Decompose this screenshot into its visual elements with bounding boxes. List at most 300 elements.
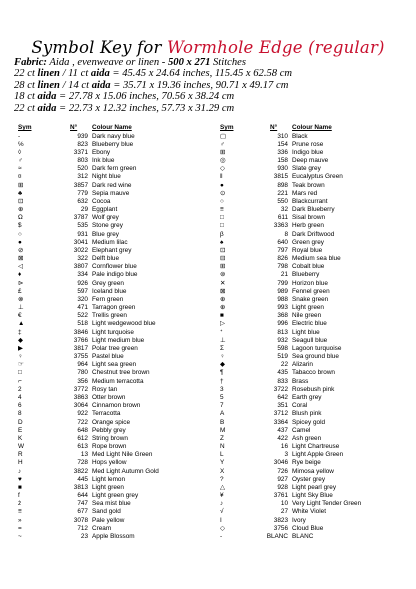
colour-name-cell: Delft blue (92, 255, 119, 263)
table-row (220, 468, 410, 476)
colour-name-cell: Pale yellow (92, 516, 125, 524)
dmc-number-cell: 535 (77, 222, 88, 230)
dmc-number-cell: 797 (277, 246, 288, 254)
symbol-cell: □ (220, 222, 224, 230)
dmc-number-cell: 799 (277, 279, 288, 287)
table-row (220, 361, 410, 369)
symbol-cell: 4 (18, 394, 22, 401)
symbol-cell: ⊳ (18, 279, 24, 287)
table-row (220, 402, 410, 410)
colour-name-cell: Light sea green (92, 361, 137, 369)
table-row (18, 280, 214, 288)
symbol-cell: ǁ (220, 173, 223, 181)
table-row (18, 443, 214, 451)
table-row (220, 394, 410, 402)
colour-name-cell: Blue grey (92, 230, 119, 238)
colour-name-cell: Light pearl grey (292, 483, 337, 491)
table-row (220, 157, 410, 165)
dmc-number-cell: 22 (280, 361, 288, 369)
colour-name-cell: Green grey (292, 238, 324, 246)
table-row (220, 459, 410, 467)
table-row (18, 255, 214, 263)
dmc-number-cell: 930 (277, 165, 288, 173)
colour-name-cell: Cocoa (92, 197, 111, 205)
symbol-cell: ~ (18, 532, 22, 540)
table-row (18, 386, 214, 394)
colour-name-cell: Blueberry blue (92, 140, 134, 148)
table-row (220, 427, 410, 435)
symbol-cell: □ (18, 369, 22, 377)
symbol-cell: ✕ (220, 279, 226, 287)
header-number: N° (270, 124, 278, 131)
symbol-cell: ‡ (18, 328, 22, 336)
dmc-number-cell: 320 (77, 295, 88, 303)
table-row (18, 247, 214, 255)
dmc-number-cell: 3064 (73, 402, 88, 410)
dmc-number-cell: 23 (80, 532, 88, 540)
symbol-cell: ¤ (18, 173, 22, 181)
symbol-cell: ⊞ (18, 181, 24, 189)
dmc-number-cell: 3813 (73, 483, 88, 491)
symbol-cell: ♦ (18, 271, 22, 279)
colour-name-cell: Eggplant (92, 206, 118, 214)
dmc-number-cell: 3041 (73, 238, 88, 246)
colour-name-cell: Med Light Autumn Gold (92, 467, 159, 475)
table-row (220, 451, 410, 459)
header-number: N° (70, 124, 78, 131)
dmc-number-cell: 928 (277, 483, 288, 491)
table-row (18, 517, 214, 525)
dmc-number-cell: 520 (77, 165, 88, 173)
size-line-22-linen: 22 ct linen / 11 ct aida = 45.45 x 24.64 inches, 115.45 x 62.58 cm (14, 68, 293, 80)
symbol-cell: 5 (220, 394, 224, 401)
dmc-number-cell: 3712 (273, 410, 288, 418)
symbol-cell: ○ (18, 230, 22, 238)
colour-name-cell: Iceland blue (92, 287, 127, 295)
symbol-cell: ♥ (18, 475, 22, 483)
symbol-cell: ○ (220, 197, 224, 205)
table-row (220, 222, 410, 230)
symbol-cell: E (18, 426, 23, 434)
table-row (18, 296, 214, 304)
dmc-number-cell: 519 (277, 353, 288, 361)
table-row (220, 369, 410, 377)
symbol-cell: - (220, 532, 223, 540)
table-row (18, 451, 214, 459)
table-row (220, 517, 410, 525)
colour-name-cell: Cloud Blue (292, 524, 324, 532)
colour-name-cell: Pebbly grey (92, 426, 126, 434)
dmc-number-cell: 158 (277, 157, 288, 165)
symbol-cell: 7 (220, 402, 224, 410)
table-row (18, 288, 214, 296)
table-row (220, 484, 410, 492)
symbol-cell: ⊥ (18, 304, 24, 312)
symbol-cell: √ (220, 508, 224, 516)
symbol-cell: ♂ (220, 140, 225, 148)
table-row (220, 508, 410, 516)
pattern-name: Wormhole Edge (regular) (167, 38, 385, 57)
dmc-number-cell: 32 (280, 206, 288, 214)
dmc-number-cell: 445 (77, 475, 88, 483)
size-line-22-aida: 22 ct aida = 22.73 x 12.32 inches, 57.73 x 31.29 cm (14, 102, 235, 114)
colour-name-cell: Mimosa yellow (292, 467, 334, 475)
symbol-cell: £ (18, 287, 22, 295)
symbol-cell: K (18, 434, 23, 442)
symbol-cell: ◆ (18, 336, 23, 344)
colour-name-cell: Herb green (292, 222, 324, 230)
dmc-number-cell: 3722 (273, 385, 288, 393)
colour-name-cell: Cinnamon brown (92, 402, 141, 410)
symbol-cell: = (18, 524, 22, 532)
symbol-cell: ≡ (220, 206, 224, 214)
symbol-cell: ≈ (18, 165, 22, 173)
dmc-number-cell: 3755 (73, 353, 88, 361)
dmc-number-cell: 3815 (273, 173, 288, 181)
table-row (220, 337, 410, 345)
dmc-number-cell: 926 (77, 279, 88, 287)
dmc-number-cell: 597 (77, 287, 88, 295)
colour-name-cell: Medium terracotta (92, 377, 144, 385)
dmc-number-cell: 518 (77, 320, 88, 328)
colour-name-cell: Dark red wine (92, 181, 132, 189)
colour-name-cell: Fennel green (292, 287, 330, 295)
colour-name-cell: Light medium blue (92, 336, 145, 344)
dmc-number-cell: 3766 (73, 336, 88, 344)
colour-name-cell: Light Apple Green (292, 451, 344, 459)
symbol-cell: ◁ (18, 263, 23, 271)
table-row (220, 214, 410, 222)
title-prefix: Symbol Key for (31, 38, 168, 57)
colour-name-cell: Prune rose (292, 140, 324, 148)
dmc-number-cell: 550 (277, 197, 288, 205)
colour-name-cell: Very Light Tender Green (292, 500, 362, 508)
colour-name-cell: Dark fern green (92, 165, 137, 173)
table-header (220, 124, 410, 133)
colour-name-cell: Stone grey (92, 222, 123, 230)
dmc-number-cell: 989 (277, 287, 288, 295)
dmc-number-cell: 3822 (73, 467, 88, 475)
table-row (220, 345, 410, 353)
colour-name-cell: Pale indigo blue (92, 271, 138, 279)
dmc-number-cell: 898 (277, 181, 288, 189)
table-row (18, 206, 214, 214)
colour-name-cell: Electric blue (292, 320, 327, 328)
colour-name-cell: Light green (292, 304, 324, 312)
dmc-number-cell: 3046 (273, 459, 288, 467)
colour-name-cell: Light green (92, 483, 124, 491)
colour-name-cell: White Violet (292, 508, 326, 516)
symbol-cell: △ (220, 483, 225, 491)
symbol-cell: € (18, 312, 22, 320)
colour-name-cell: Ash green (292, 434, 322, 442)
dmc-number-cell: 3857 (73, 181, 88, 189)
header-sym: Sym (220, 124, 234, 131)
colour-name-cell: Horizon blue (292, 279, 328, 287)
colour-name-cell: Nile green (292, 312, 322, 320)
symbol-cell: Y (220, 459, 225, 467)
header-colour-name: Colour Name (92, 124, 132, 131)
dmc-number-cell: 3 (284, 451, 288, 459)
colour-name-cell: Rope brown (92, 443, 127, 451)
dmc-number-cell: 3761 (273, 492, 288, 500)
dmc-number-cell: 3363 (273, 222, 288, 230)
symbol-cell: 6 (18, 402, 22, 410)
dmc-number-cell: 310 (277, 132, 288, 140)
symbol-cell: ♣ (18, 189, 23, 197)
symbol-cell: A (220, 410, 225, 418)
table-row (220, 173, 410, 181)
table-row (220, 206, 410, 214)
colour-name-cell: Orange spice (92, 418, 131, 426)
fabric-line: Fabric: Aida , evenweave or linen - 500 x 271 Stitches (14, 57, 246, 68)
table-row (18, 533, 214, 541)
table-row (220, 247, 410, 255)
table-row (220, 533, 410, 541)
table-row (220, 149, 410, 157)
colour-name-cell: Spicey gold (292, 418, 326, 426)
table-row (18, 182, 214, 190)
table-row (220, 239, 410, 247)
right-rows (220, 133, 410, 542)
colour-name-cell: Oyster grey (292, 475, 326, 483)
colour-name-cell: Black (292, 132, 308, 140)
dmc-number-cell: 598 (277, 344, 288, 352)
colour-name-cell: Medium lilac (92, 238, 128, 246)
colour-name-cell: Slate grey (292, 165, 321, 173)
dmc-number-cell: 922 (77, 410, 88, 418)
table-row (220, 263, 410, 271)
table-row (220, 378, 410, 386)
dmc-number-cell: BLANC (266, 532, 288, 540)
table-row (18, 198, 214, 206)
dmc-number-cell: 993 (277, 304, 288, 312)
dmc-number-cell: 3807 (73, 263, 88, 271)
dmc-number-cell: 16 (280, 443, 288, 451)
symbol-cell: ◎ (220, 157, 226, 165)
symbol-cell: β (220, 230, 224, 238)
table-row (18, 525, 214, 533)
dmc-number-cell: 8 (284, 230, 288, 238)
table-row (18, 361, 214, 369)
table-row (18, 133, 214, 141)
symbol-cell: ≡ (18, 508, 22, 516)
dmc-number-cell: 833 (277, 377, 288, 385)
colour-name-cell: Cobalt blue (292, 263, 325, 271)
dmc-number-cell: 747 (77, 500, 88, 508)
colour-name-cell: Blackcurrant (292, 197, 328, 205)
table-row (220, 435, 410, 443)
left-rows (18, 133, 214, 542)
symbol-cell: X (220, 467, 225, 475)
colour-name-cell: Apple Blossom (92, 532, 135, 540)
colour-name-cell: Light green grey (92, 492, 139, 500)
colour-name-cell: Chestnut tree brown (92, 369, 150, 377)
table-row (18, 345, 214, 353)
colour-name-cell: Rosy tan (92, 385, 118, 393)
dmc-number-cell: 964 (77, 361, 88, 369)
table-row (18, 369, 214, 377)
symbol-cell: ż (18, 500, 22, 508)
symbol-cell: ● (220, 181, 224, 189)
dmc-number-cell: 996 (277, 320, 288, 328)
dmc-number-cell: 27 (280, 508, 288, 516)
colour-name-cell: Indigo blue (292, 148, 324, 156)
colour-name-cell: Cornflower blue (92, 263, 137, 271)
table-row (18, 378, 214, 386)
dmc-number-cell: 3364 (273, 418, 288, 426)
colour-name-cell: Hops yellow (92, 459, 127, 467)
symbol-cell: ⊕ (18, 206, 24, 214)
symbol-cell: ⊞ (220, 148, 226, 156)
symbol-cell: D (18, 418, 23, 426)
symbol-cell: ♀ (220, 353, 225, 361)
symbol-cell: B (220, 418, 225, 426)
table-row (18, 476, 214, 484)
table-row (220, 476, 410, 484)
colour-name-cell: Light Sky Blue (292, 492, 333, 500)
symbol-cell: ¥ (220, 492, 224, 500)
symbol-cell: ■ (18, 483, 22, 491)
table-row (220, 320, 410, 328)
colour-name-cell: Light turquoise (92, 328, 134, 336)
colour-name-cell: Deep mauve (292, 157, 329, 165)
colour-name-cell: Light lemon (92, 475, 126, 483)
table-row (220, 271, 410, 279)
table-row (220, 231, 410, 239)
fabric-info (14, 57, 410, 114)
colour-name-cell: Royal blue (292, 246, 323, 254)
table-row (18, 500, 214, 508)
table-row (220, 165, 410, 173)
dmc-number-cell: 3863 (73, 394, 88, 401)
dmc-number-cell: 21 (280, 271, 288, 279)
dmc-number-cell: 322 (77, 255, 88, 263)
dmc-number-cell: 826 (277, 255, 288, 263)
symbol-cell: ♪ (18, 467, 22, 475)
table-row (220, 410, 410, 418)
table-row (220, 133, 410, 141)
table-row (18, 329, 214, 337)
symbol-cell: ◇ (220, 524, 225, 532)
table-row (220, 329, 410, 337)
dmc-number-cell: 677 (77, 508, 88, 516)
colour-name-cell: Ink blue (92, 157, 115, 165)
dmc-number-cell: 334 (77, 271, 88, 279)
symbol-cell: ◆ (220, 361, 225, 369)
table-header (18, 124, 214, 133)
symbol-cell: ⊕ (220, 295, 226, 303)
dmc-number-cell: 712 (77, 524, 88, 532)
symbol-cell: ▶ (18, 344, 23, 352)
table-row (18, 157, 214, 165)
symbol-cell: ☞ (18, 361, 24, 369)
symbol-cell: ℅ (18, 140, 24, 148)
colour-name-cell: Lagoon turquoise (292, 344, 342, 352)
colour-name-cell: Grey green (92, 279, 124, 287)
colour-name-cell: Night blue (92, 173, 121, 181)
colour-name-cell: Teak brown (292, 181, 325, 189)
symbol-cell: ⊟ (220, 255, 226, 263)
table-row (220, 190, 410, 198)
table-row (18, 173, 214, 181)
table-row (18, 271, 214, 279)
colour-name-cell: BLANC (292, 532, 314, 540)
table-row (18, 410, 214, 418)
size-line-18-aida: 18 ct aida = 27.78 x 15.06 inches, 70.56 x 38.24 cm (14, 91, 235, 103)
table-row (220, 296, 410, 304)
colour-name-cell: Sand gold (92, 508, 121, 516)
symbol-cell: - (18, 132, 21, 140)
symbol-cell: ⊡ (220, 246, 226, 254)
colour-name-cell: Coral (292, 402, 308, 410)
dmc-number-cell: 798 (277, 263, 288, 271)
symbol-cell: ⊙ (220, 189, 226, 197)
dmc-number-cell: 3787 (73, 214, 88, 222)
colour-name-cell: Light Chartreuse (292, 443, 340, 451)
colour-name-cell: Sea mist blue (92, 500, 131, 508)
colour-name-cell: Dark Blueberry (292, 206, 335, 214)
dmc-number-cell: 613 (77, 443, 88, 451)
colour-name-cell: Pastel blue (92, 353, 124, 361)
table-row (18, 419, 214, 427)
dmc-number-cell: 611 (277, 214, 288, 222)
symbol-cell: » (18, 516, 22, 524)
dmc-number-cell: 3817 (73, 344, 88, 352)
colour-name-cell: Mars red (292, 189, 318, 197)
dmc-number-cell: 471 (77, 304, 88, 312)
dmc-number-cell: 351 (277, 402, 288, 410)
symbol-cell: Σ (220, 344, 224, 352)
table-row (220, 198, 410, 206)
header-sym: Sym (18, 124, 32, 131)
table-row (18, 468, 214, 476)
table-row (220, 280, 410, 288)
symbol-cell: ⊡ (18, 197, 24, 205)
table-row (220, 304, 410, 312)
dmc-number-cell: 728 (77, 459, 88, 467)
symbol-cell: ¶ (220, 369, 224, 377)
table-row (220, 255, 410, 263)
symbol-cell: ▷ (220, 320, 225, 328)
symbol-cell: H (18, 459, 23, 467)
dmc-number-cell: 29 (80, 206, 88, 214)
table-row (18, 402, 214, 410)
colour-name-cell: Ivory (292, 516, 306, 524)
colour-name-cell: Polar tree green (92, 344, 138, 352)
table-row (18, 231, 214, 239)
colour-name-cell: String brown (92, 434, 128, 442)
colour-name-cell: Terracotta (92, 410, 121, 418)
symbol-cell: R (18, 451, 23, 459)
table-row (18, 459, 214, 467)
page-title (0, 38, 416, 57)
symbol-cell: ᐩ (220, 328, 223, 336)
table-row (18, 353, 214, 361)
symbol-cell: L (220, 451, 224, 459)
dmc-number-cell: 813 (277, 328, 288, 336)
dmc-number-cell: 644 (77, 492, 88, 500)
symbol-cell: ● (18, 238, 22, 246)
table-row (220, 443, 410, 451)
dmc-number-cell: 3756 (273, 524, 288, 532)
colour-name-cell: Tabacco brown (292, 369, 335, 377)
symbol-cell: M (220, 426, 226, 434)
table-row (18, 492, 214, 500)
table-row (220, 312, 410, 320)
symbol-cell: Ω (18, 214, 23, 222)
dmc-number-cell: 612 (77, 434, 88, 442)
